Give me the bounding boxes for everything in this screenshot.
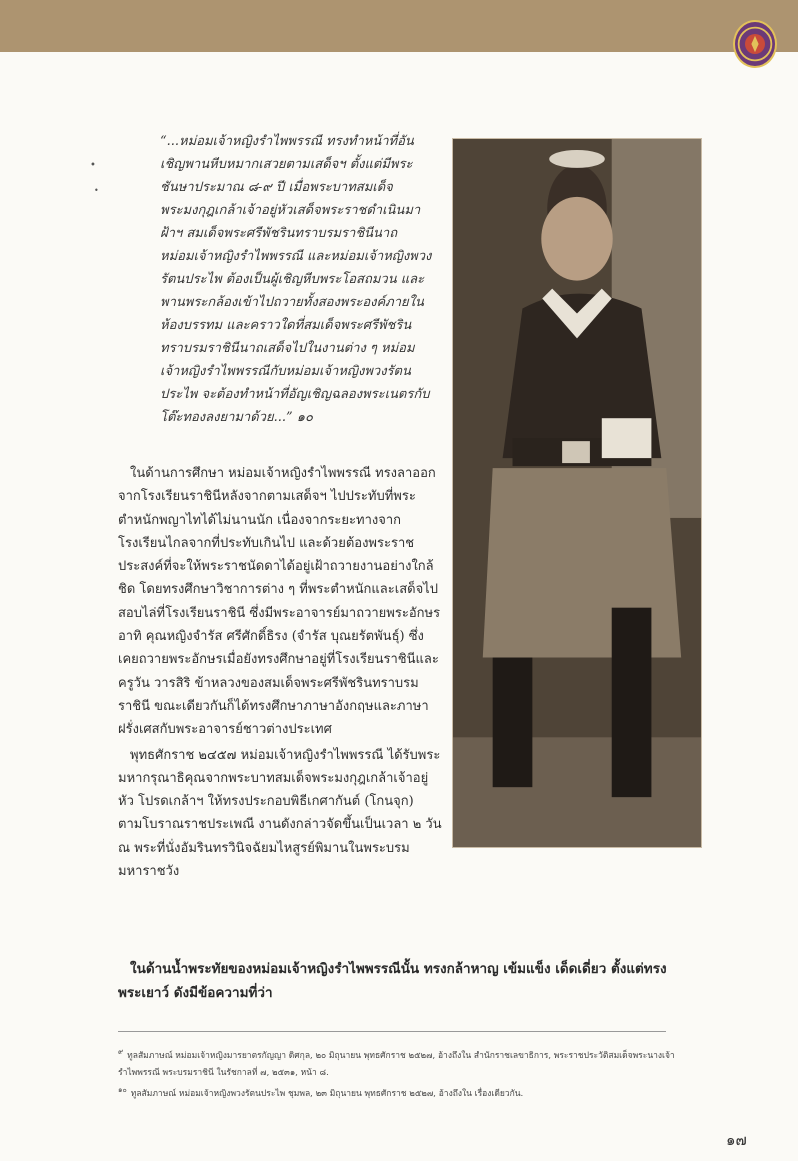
footnote-1-mark: ๙ <box>118 1048 124 1056</box>
footnote-1 <box>118 1044 678 1082</box>
university-seal-icon <box>733 20 777 68</box>
footnote-1-text: ทูลสัมภาษณ์ หม่อมเจ้าหญิงมารยาตรกัญญา ดิศกุล, ๒๐ มิถุนายน พุทธศักราช ๒๕๒๗, อ้างถึงใน สำนักราชเลขาธิการ, พระราชประวัติสมเด็จพระนางเจ้ารำไพพรรณี พระบรมราชินี ในรัชกาลที่ ๗, ๒๕๓๑, หน้า ๘. <box>118 1050 675 1078</box>
footnote-2-mark: ๑๐ <box>118 1085 127 1094</box>
paragraph-ceremony: พุทธศักราช ๒๔๕๗ หม่อมเจ้าหญิงรำไพพรรณี ได้รับพระมหากรุณาธิคุณจากพระบาทสมเด็จพระมงกุฎเกล้าเจ้าอยู่หัว โปรดเกล้าฯ ให้ทรงประกอบพิธีเกศากันต์ (โกนจุก) ตามโบราณราชประเพณี งานดังกล่าวจัดขึ้นเป็นเวลา ๒ วัน ณ พระที่นั่งอัมรินทรวินิจฉัยมไหสูรย์พิมานในพระบรมมหาราชวัง <box>118 747 442 880</box>
margin-mark: • <box>90 160 96 171</box>
quote-text: “...หม่อมเจ้าหญิงรำไพพรรณี ทรงทำหน้าที่อันเชิญพานหีบหมากเสวยตามเสด็จฯ ตั้งแต่มีพระชันษาประมาณ ๘-๙ ปี เมื่อพระบาทสมเด็จพระมงกุฎเกล้าเจ้าอยู่หัวเสด็จพระราชดำเนินมาฝ้าฯ สมเด็จพระศรีพัชรินทราบรมราชินีนาถ หม่อมเจ้าหญิงรำไพพรรณี และหม่อมเจ้าหญิงพวงรัตนประไพ ต้องเป็นผู้เชิญหีบพระโอสถมวน และพานพระกล้องเข้าไปถวายทั้งสองพระองค์ภายในห้องบรรทม และคราวใดที่สมเด็จพระศรีพัชรินทราบรมราชินีนาถเสด็จไปในงานต่าง ๆ หม่อมเจ้าหญิงรำไพพรรณีกับหม่อมเจ้าหญิงพวงรัตนประไพ จะต้องทำหน้าที่อัญเชิญฉลองพระเนตรกับโต๊ะทองลงยามาด้วย...” ๑๐ <box>160 134 432 425</box>
header-band <box>0 0 798 52</box>
footnote-2-text: ทูลสัมภาษณ์ หม่อมเจ้าหญิงพวงรัตนประไพ ชุมพล, ๒๓ มิถุนายน พุทธศักราช ๒๕๒๗, อ้างถึงใน เรื่องเดียวกัน. <box>130 1088 524 1099</box>
margin-mark-2: • <box>94 186 99 195</box>
quote-block <box>160 130 432 429</box>
footnotes <box>118 1044 678 1103</box>
historical-photo <box>452 138 702 848</box>
paragraph-character: ในด้านน้ำพระทัยของหม่อมเจ้าหญิงรำไพพรรณีนั้น ทรงกล้าหาญ เข้มแข็ง เด็ดเดี่ยว ตั้งแต่ทรงพระเยาว์ ดังมีข้อความที่ว่า <box>118 961 667 1001</box>
paragraph-education: ในด้านการศึกษา หม่อมเจ้าหญิงรำไพพรรณี ทรงลาออกจากโรงเรียนราชินีหลังจากตามเสด็จฯ ไปประทับที่พระตำหนักพญาไทได้ไม่นานนัก เนื่องจากระยะทางจากโรงเรียนไกลจากที่ประทับเกินไป และด้วยต้องพระราชประสงค์ที่จะให้พระราชนัดดาได้อยู่เฝ้าถวายงานอย่างใกล้ชิด โดยทรงศึกษาวิชาการต่าง ๆ ที่พระตำหนักและเสด็จไปสอบไล่ที่โรงเรียนราชินี ซึ่งมีพระอาจารย์มาถวายพระอักษร อาทิ คุณหญิงจำรัส ศรีศักดิ์ธิรง (จำรัส บุณยรัตพันธุ์) ซึ่งเคยถวายพระอักษรเมื่อยังทรงศึกษาอยู่ที่โรงเรียนราชินีและครูวัน วารสิริ ข้าหลวงของสมเด็จพระศรีพัชรินทราบรมราชินี ขณะเดียวกันก็ได้ทรงศึกษาภาษาอังกฤษและภาษาฝรั่งเศสกับพระอาจารย์ชาวต่างประเทศ <box>118 466 441 738</box>
footnote-2 <box>118 1082 678 1103</box>
footnote-divider <box>118 1031 666 1032</box>
body-text <box>118 462 442 885</box>
wide-text <box>118 957 688 1005</box>
page-number: ๑๗ <box>726 1131 747 1149</box>
